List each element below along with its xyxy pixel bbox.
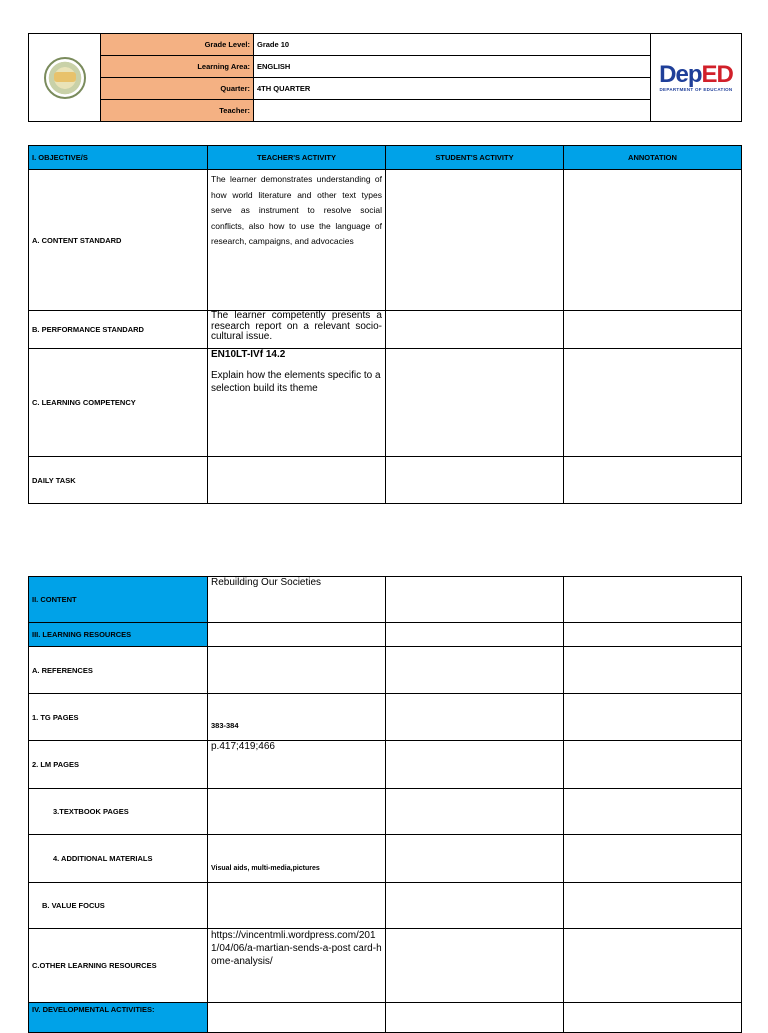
textbook-pages-label: 3.TEXTBOOK PAGES xyxy=(29,789,208,835)
column-header-objectives: I. OBJECTIVE/S xyxy=(29,146,208,170)
other-resources-value: https://vincentmli.wordpress.com/2011/04/06/a-martian-sends-a-post card-home-analysis/ xyxy=(208,929,386,1003)
learning-area-value: ENGLISH xyxy=(254,56,651,78)
content-standard-label: A. CONTENT STANDARD xyxy=(29,170,208,311)
content-label: II. CONTENT xyxy=(29,577,208,623)
lm-pages-student xyxy=(386,741,564,789)
column-header-teacher-activity: TEACHER'S ACTIVITY xyxy=(208,146,386,170)
developmental-activities-teacher xyxy=(208,1003,386,1033)
lm-pages-annotation xyxy=(564,741,742,789)
content-standard-student xyxy=(386,170,564,311)
quarter-value: 4TH QUARTER xyxy=(254,78,651,100)
references-teacher xyxy=(208,647,386,694)
content-standard-text: The learner demonstrates understanding of how world literature and other text types serve as instrument to resolve social conflicts, also how to use the language of research, campaigns, and advocacies xyxy=(208,170,386,311)
textbook-pages-annotation xyxy=(564,789,742,835)
learning-competency-cell xyxy=(208,349,386,457)
school-seal-logo xyxy=(29,34,101,122)
other-resources-label: C.OTHER LEARNING RESOURCES xyxy=(29,929,208,1003)
learning-competency-annotation xyxy=(564,349,742,457)
column-header-annotation: ANNOTATION xyxy=(564,146,742,170)
competency-code: EN10LT-IVf 14.2 xyxy=(211,349,286,360)
performance-standard-annotation xyxy=(564,311,742,349)
lm-pages-value: p.417;419;466 xyxy=(208,741,386,789)
tg-pages-label: 1. TG PAGES xyxy=(29,694,208,741)
tg-pages-value: 383-384 xyxy=(208,694,386,741)
lm-pages-label: 2. LM PAGES xyxy=(29,741,208,789)
developmental-activities-label: IV. DEVELOPMENTAL ACTIVITIES: xyxy=(29,1003,208,1033)
additional-materials-label: 4. ADDITIONAL MATERIALS xyxy=(29,835,208,883)
content-standard-annotation xyxy=(564,170,742,311)
performance-standard-student xyxy=(386,311,564,349)
content-student xyxy=(386,577,564,623)
content-annotation xyxy=(564,577,742,623)
content-value: Rebuilding Our Societies xyxy=(208,577,386,623)
textbook-pages-student xyxy=(386,789,564,835)
daily-task-annotation xyxy=(564,457,742,504)
value-focus-teacher xyxy=(208,883,386,929)
performance-standard-label: B. PERFORMANCE STANDARD xyxy=(29,311,208,349)
value-focus-student xyxy=(386,883,564,929)
additional-materials-value: Visual aids, multi-media,pictures xyxy=(208,835,386,883)
additional-materials-annotation xyxy=(564,835,742,883)
resources-table xyxy=(28,576,742,1033)
objectives-table xyxy=(28,145,742,504)
teacher-label: Teacher: xyxy=(101,100,254,122)
daily-task-student xyxy=(386,457,564,504)
value-focus-annotation xyxy=(564,883,742,929)
grade-level-value: Grade 10 xyxy=(254,34,651,56)
learning-area-label: Learning Area: xyxy=(101,56,254,78)
references-annotation xyxy=(564,647,742,694)
column-header-student-activity: STUDENT'S ACTIVITY xyxy=(386,146,564,170)
learning-resources-teacher xyxy=(208,623,386,647)
references-label: A. REFERENCES xyxy=(29,647,208,694)
learning-resources-student xyxy=(386,623,564,647)
developmental-activities-student xyxy=(386,1003,564,1033)
textbook-pages-teacher xyxy=(208,789,386,835)
seal-icon xyxy=(44,57,86,99)
header-table xyxy=(28,33,742,122)
value-focus-label: B. VALUE FOCUS xyxy=(29,883,208,929)
learning-competency-label: C. LEARNING COMPETENCY xyxy=(29,349,208,457)
tg-pages-student xyxy=(386,694,564,741)
teacher-value xyxy=(254,100,651,122)
other-resources-annotation xyxy=(564,929,742,1003)
competency-text: Explain how the elements specific to a selection build its theme xyxy=(211,370,381,394)
daily-task-teacher xyxy=(208,457,386,504)
learning-competency-student xyxy=(386,349,564,457)
additional-materials-student xyxy=(386,835,564,883)
deped-logo: DepED DEPARTMENT OF EDUCATION xyxy=(651,34,742,122)
grade-level-label: Grade Level: xyxy=(101,34,254,56)
developmental-activities-annotation xyxy=(564,1003,742,1033)
quarter-label: Quarter: xyxy=(101,78,254,100)
tg-pages-annotation xyxy=(564,694,742,741)
other-resources-student xyxy=(386,929,564,1003)
references-student xyxy=(386,647,564,694)
learning-resources-label: III. LEARNING RESOURCES xyxy=(29,623,208,647)
daily-task-label: DAILY TASK xyxy=(29,457,208,504)
learning-resources-annotation xyxy=(564,623,742,647)
performance-standard-text: The learner competently presents a research report on a relevant socio-cultural issue. xyxy=(208,311,386,349)
